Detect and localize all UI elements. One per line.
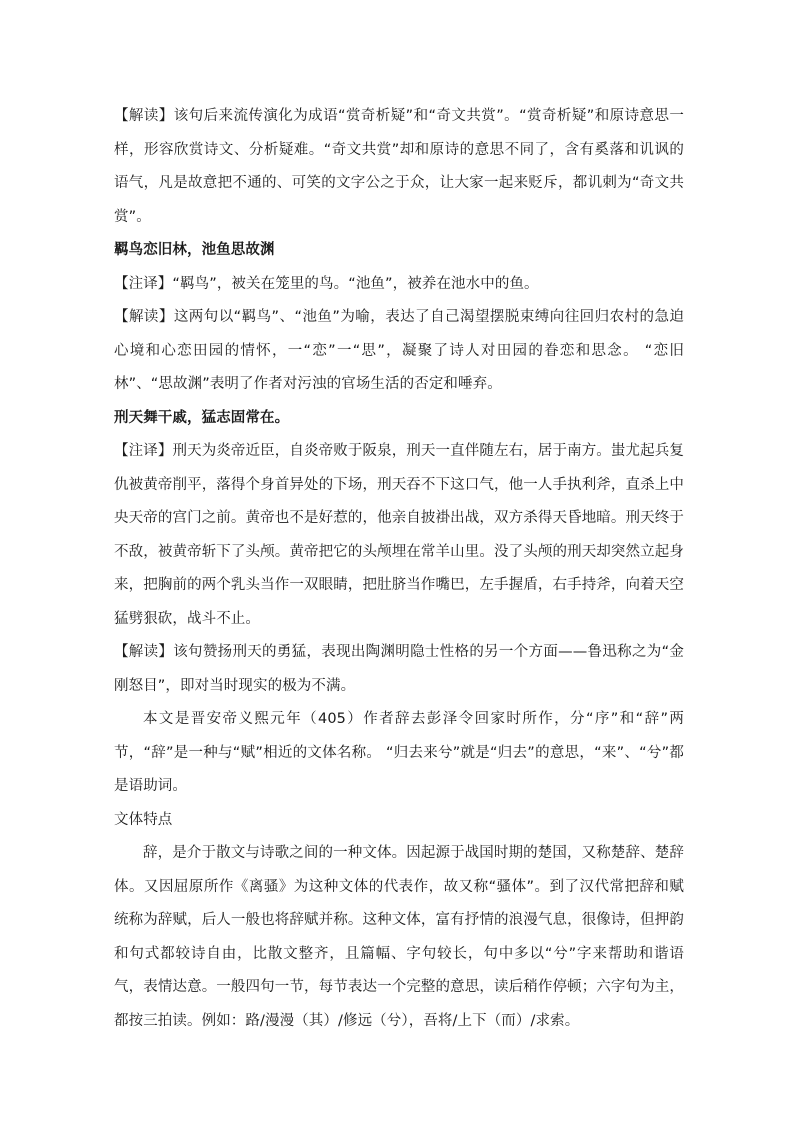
paragraph-annotation-1: 【注译】“羁鸟”，被关在笼里的鸟。“池鱼”，被养在池水中的鱼。 <box>114 275 539 292</box>
heading-genre-features: 文体特点 <box>114 811 173 828</box>
document-page <box>114 100 684 1038</box>
paragraph-interpretation-2: 【解读】这两句以“羁鸟”、“池鱼”为喻，表达了自己渴望摆脱束缚向往回归农村的急迫心境和心恋田园的情怀，一“恋”一“思”，凝聚了诗人对田园的眷恋和思念。 “恋旧林”、“思故渊”表明了作者对污浊的官场生活的否定和唾弃。 <box>114 309 684 392</box>
paragraph-annotation-2: 【注译】刑天为炎帝近臣，自炎帝败于阪泉，刑天一直伴随左右，居于南方。蚩尤起兵复仇被黄帝削平，落得个身首异处的下场，刑天吞不下这口气，他一人手执利斧，直杀上中央天帝的宫门之前。黄帝也不是好惹的，他亲自披褂出战，双方杀得天昏地暗。刑天终于不敌，被黄帝斩下了头颅。黄帝把它的头颅埋在常羊山里。没了头颅的刑天却突然立起身来，把胸前的两个乳头当作一双眼睛，把肚脐当作嘴巴，左手握盾，右手持斧，向着天空猛劈狠砍，战斗不止。 <box>114 443 684 627</box>
paragraph-interpretation-3: 【解读】该句赞扬刑天的勇猛，表现出陶渊明隐士性格的另一个方面——鲁迅称之为“金刚怒目”，即对当时现实的极为不满。 <box>114 644 684 694</box>
paragraph-interpretation-1: 【解读】该句后来流传演化为成语“赏奇析疑”和“奇文共赏”。“赏奇析疑”和原诗意思一样，形容欣赏诗文、分析疑难。“奇文共赏”却和原诗的意思不同了，含有奚落和讥讽的语气，凡是故意把不通的、可笑的文字公之于众，让大家一起来贬斥，都讥刺为“奇文共赏”。 <box>114 108 684 225</box>
paragraph-genre-description: 辞，是介于散文与诗歌之间的一种文体。因起源于战国时期的楚国，又称楚辞、楚辞体。又因屈原所作《离骚》为这种文体的代表作，故又称“骚体”。到了汉代常把辞和赋统称为辞赋，后人一般也将辞赋并称。这种文体，富有抒情的浪漫气息，很像诗，但押韵和句式都较诗自由，比散文整齐，且篇幅、字句较长，句中多以“兮”字来帮助和谐语气，表情达意。一般四句一节，每节表达一个完整的意思，读后稍作停顿；六字句为主，都按三拍读。例如：路/漫漫（其）/修远（兮），吾将/上下（而）/求索。 <box>114 845 684 1029</box>
heading-xingtian: 刑天舞干戚，猛志固常在。 <box>114 409 290 426</box>
paragraph-background: 本文是晋安帝义熙元年（405）作者辞去彭泽令回家时所作，分“序”和“辞”两节，“辞”是一种与“赋”相近的文体名称。 “归去来兮”就是“归去”的意思，“来”、“兮”都是语助词。 <box>114 711 684 794</box>
heading-caged-bird: 羁鸟恋旧林，池鱼思故渊 <box>114 242 275 258</box>
